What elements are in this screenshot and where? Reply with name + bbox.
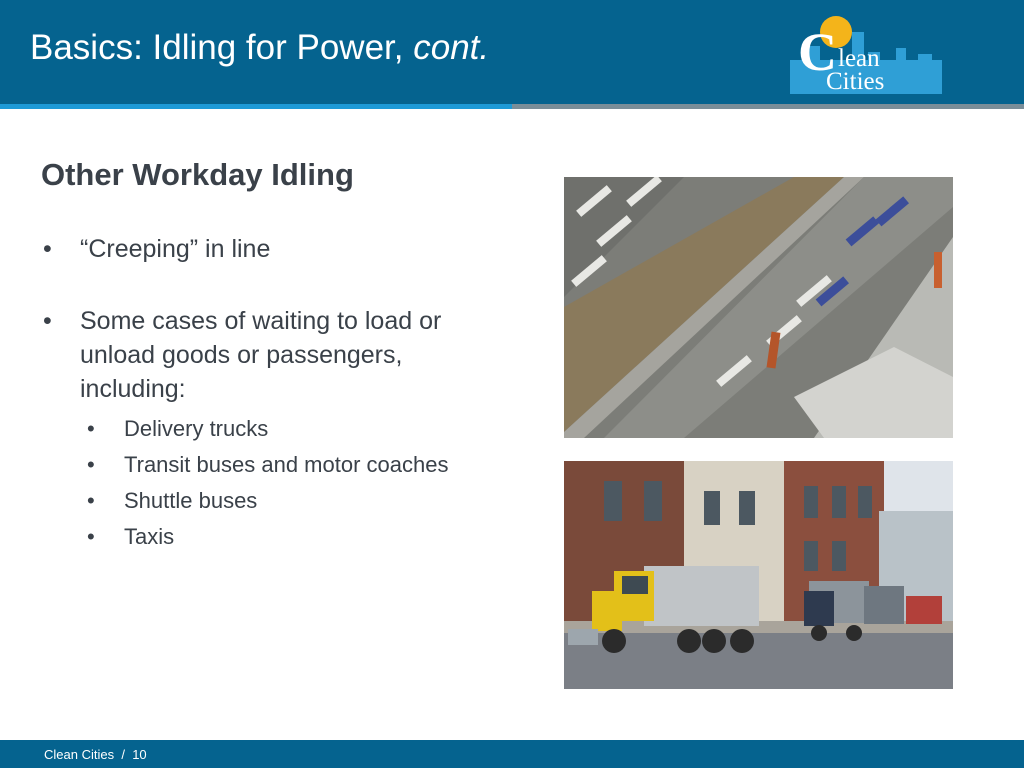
bullet-list [41, 232, 511, 552]
footer-separator: / [121, 747, 125, 762]
slide-title [30, 28, 489, 68]
slide-footer [0, 740, 1024, 768]
header-accent-bar-gray [512, 104, 1024, 109]
logo-c-letter: C [798, 22, 837, 82]
sub-bullet-item: • Shuttle buses [41, 485, 511, 516]
sub-bullet-item: • Transit buses and motor coaches [41, 449, 511, 480]
sub-bullet-item: • Delivery trucks [41, 413, 511, 444]
aerial-truck-queue-photo [564, 177, 953, 438]
sub-bullet-item: • Taxis [41, 521, 511, 552]
footer-org: Clean Cities [44, 747, 115, 762]
slide-header [0, 0, 1024, 104]
logo-line1: lean [838, 45, 880, 72]
page-number: 10 [132, 747, 147, 762]
bullet-item: • “Creeping” in line [41, 232, 511, 266]
slide-title-main: Basics: Idling for Power, [30, 28, 414, 67]
section-subtitle: Other Workday Idling [41, 157, 354, 192]
header-accent-bar [0, 104, 512, 109]
bullet-item: • Some cases of waiting to load or unload goods or passengers, including: [41, 304, 511, 406]
street-dump-trucks-photo [564, 461, 953, 689]
slide-title-italic: cont. [413, 28, 490, 67]
clean-cities-logo [788, 10, 944, 96]
logo-line2: Cities [826, 68, 885, 95]
footer-text [44, 747, 147, 762]
